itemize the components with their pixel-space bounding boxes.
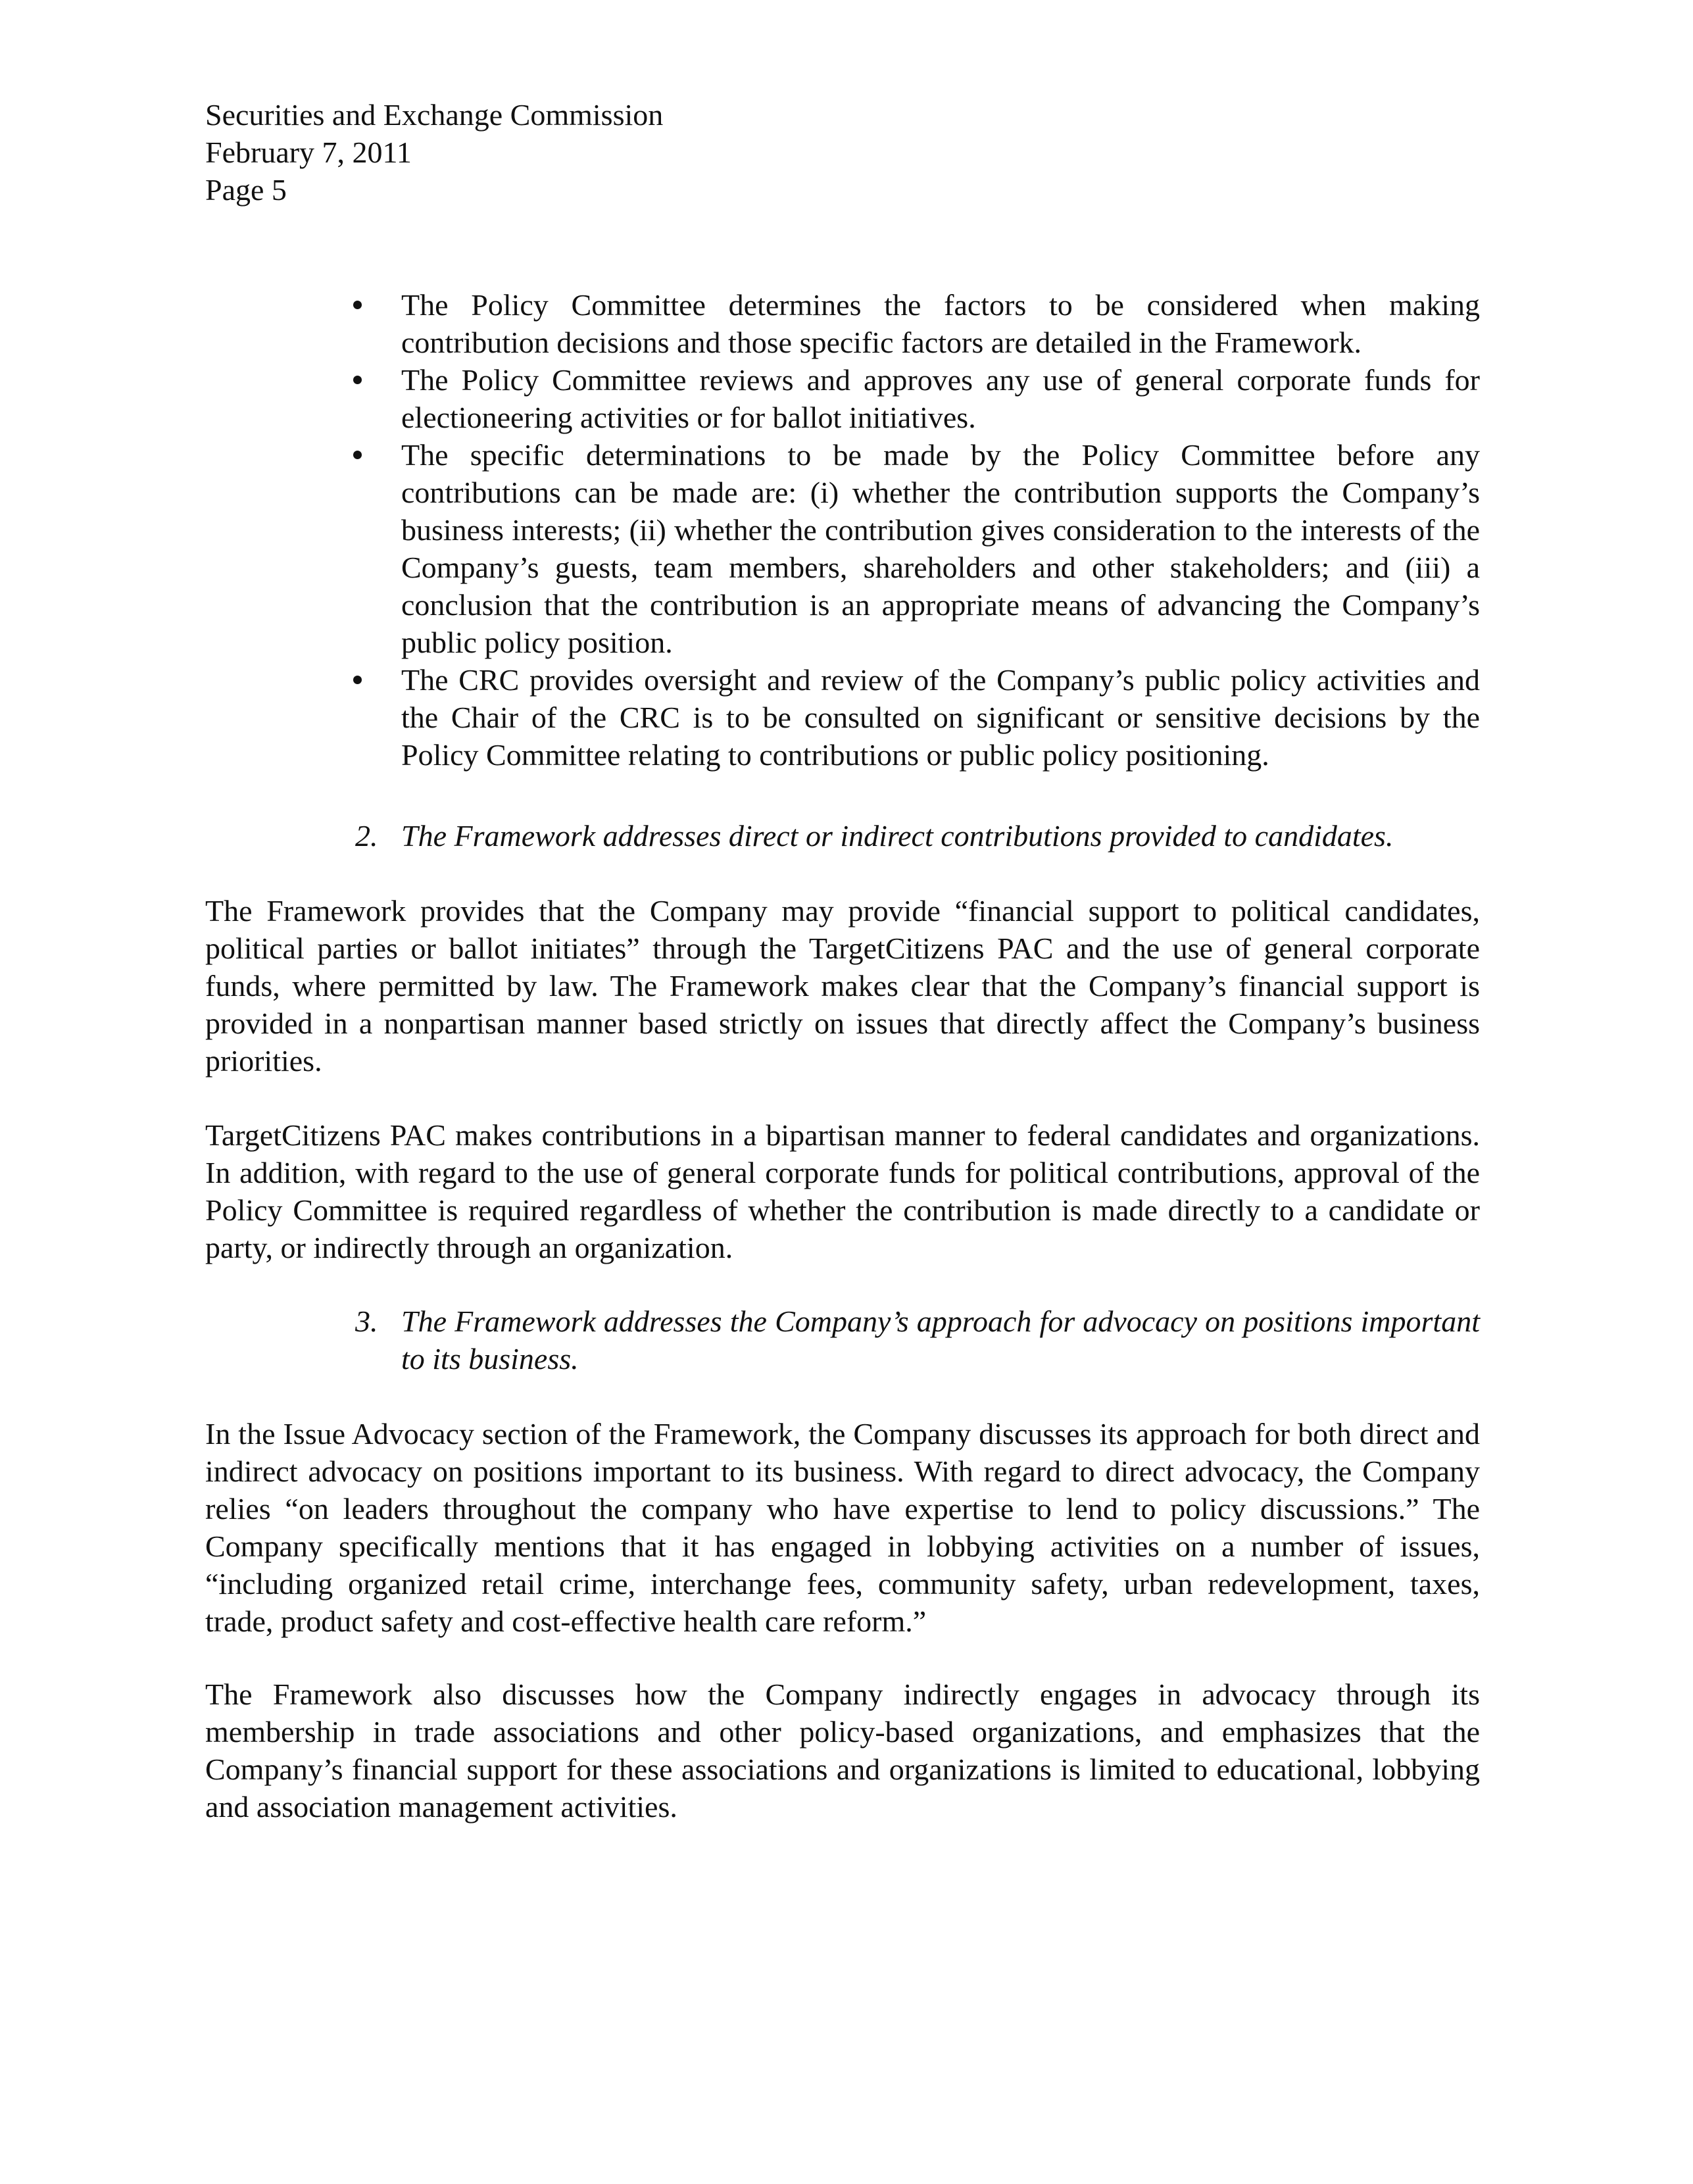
page-number-line: Page 5 (205, 173, 287, 207)
bullet-item (349, 436, 1480, 661)
recipient-line: Securities and Exchange Commission (205, 98, 664, 132)
section-number: 3. (355, 1304, 378, 1338)
bullet-text: The Policy Committee reviews and approves any use of general corporate funds for electioneering activities or for ballot initiatives. (401, 363, 1480, 434)
bullet-item (349, 661, 1480, 774)
bullet-dot (353, 376, 362, 384)
section-number: 2. (355, 819, 378, 853)
bullet-text: The Policy Committee determines the factors to be considered when making contribution decisions and those specific factors are detailed in the Framework. (401, 288, 1480, 359)
bullet-item (349, 286, 1480, 361)
bullet-dot (353, 301, 362, 309)
body-paragraph-financial-support: The Framework provides that the Company may provide “financial support to political candidates, political parties or ballot initiates” through the TargetCitizens PAC and the use of general corporate funds, where permitted by law. The Framework makes clear that the Company’s financial support is provided in a nonpartisan manner based strictly on issues that directly affect the Company’s business priorities. (205, 894, 1480, 1078)
body-paragraph-issue-advocacy: In the Issue Advocacy section of the Framework, the Company discusses its approach for both direct and indirect advocacy on positions important to its business. With regard to direct advocacy, the Company relies “on leaders throughout the company who have expertise to lend to policy discussions.” The Company specifically mentions that it has engaged in lobbying activities on a number of issues, “including organized retail crime, interchange fees, community safety, urban redevelopment, taxes, trade, product safety and cost-effective health care reform.” (205, 1417, 1480, 1638)
section-heading-3 (349, 1303, 1480, 1377)
body-paragraph-targetcitizens-pac: TargetCitizens PAC makes contributions in a bipartisan manner to federal candidates and organizations. In addition, with regard to the use of general corporate funds for political contributions, approval of the Policy Committee is required regardless of whether the contribution is made directly to a candidate or party, or indirectly through an organization. (205, 1118, 1480, 1264)
bullet-dot (353, 676, 362, 684)
bullet-item (349, 361, 1480, 436)
date-line: February 7, 2011 (205, 136, 412, 169)
section-heading-text: The Framework addresses direct or indirect contributions provided to candidates. (401, 819, 1394, 853)
letter-header (205, 96, 1126, 209)
policy-committee-bullet-list (349, 286, 1480, 774)
section-heading-text: The Framework addresses the Company’s approach for advocacy on positions important to its business. (401, 1304, 1480, 1376)
bullet-dot (353, 451, 362, 459)
section-heading-2 (349, 817, 1480, 855)
bullet-text: The CRC provides oversight and review of the Company’s public policy activities and the Chair of the CRC is to be consulted on significant or sensitive decisions by the Policy Committee relating to contributions or public policy positioning. (401, 663, 1480, 772)
body-paragraph-trade-associations: The Framework also discusses how the Company indirectly engages in advocacy through its membership in trade associations and other policy-based organizations, and emphasizes that the Company’s financial support for these associations and organizations is limited to educational, lobbying and association management activities. (205, 1677, 1480, 1824)
bullet-text: The specific determinations to be made by the Policy Committee before any contributions can be made are: (i) whether the contribution supports the Company’s business interests; (ii) whether the contribution gives consideration to the interests of the Company’s guests, team members, shareholders and other stakeholders; and (iii) a conclusion that the contribution is an appropriate means of advancing the Company’s public policy position. (401, 438, 1480, 659)
